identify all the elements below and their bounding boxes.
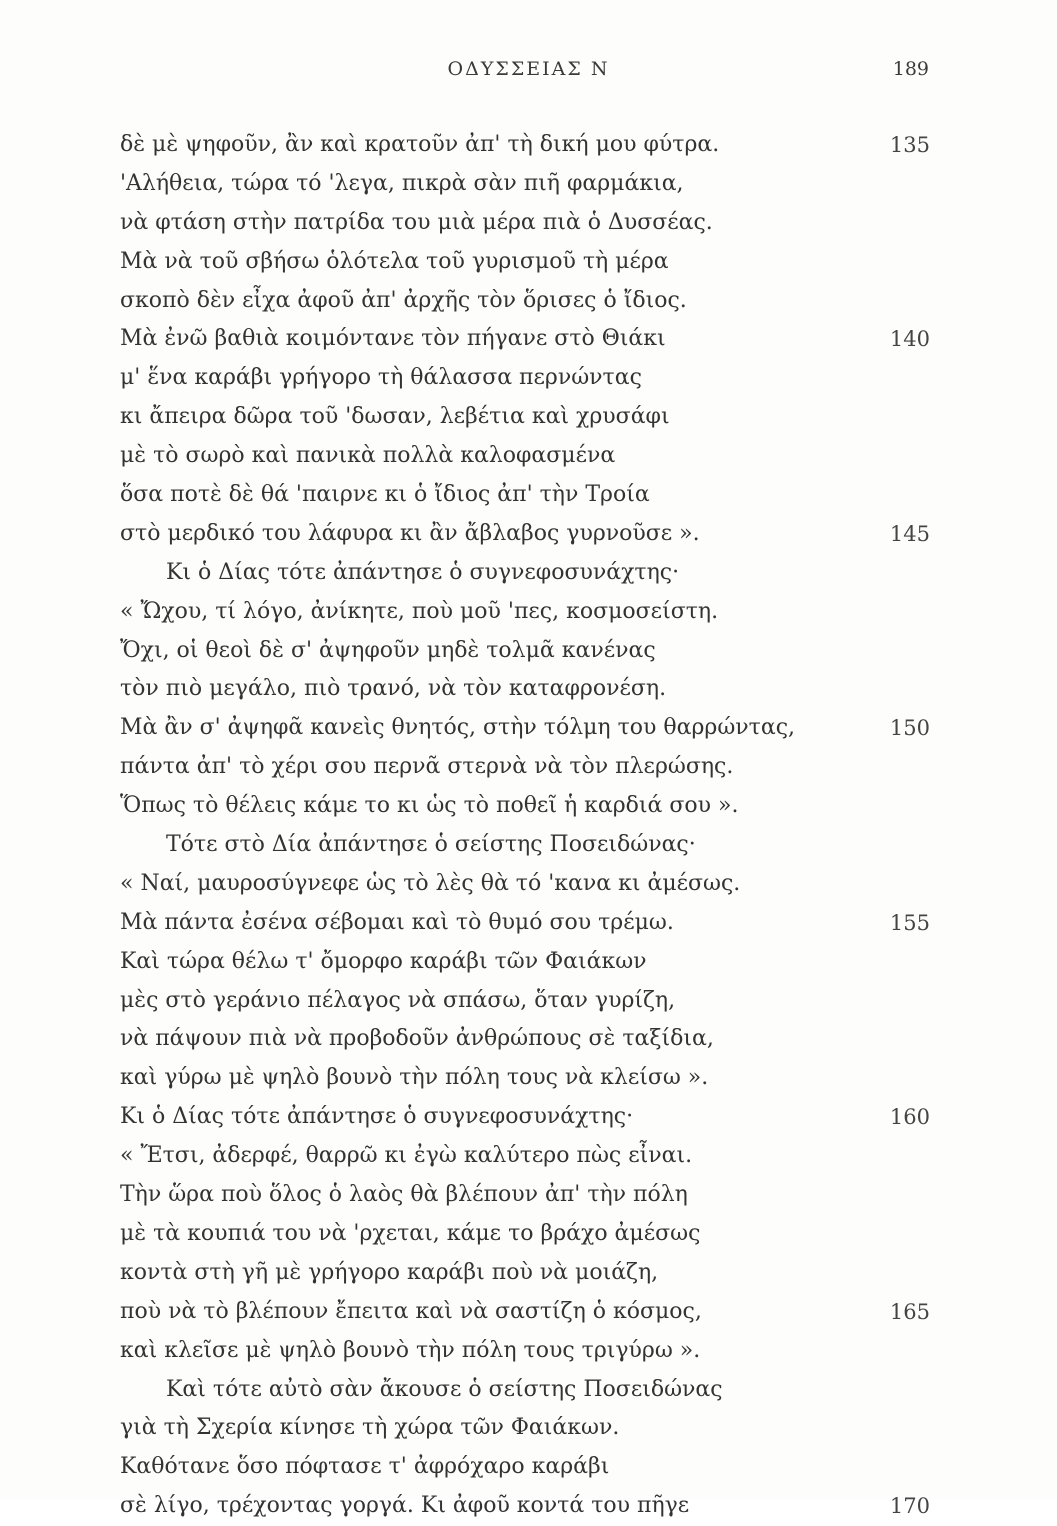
verse-line (120, 1215, 940, 1254)
verse-line (120, 1332, 940, 1371)
verse-text: καὶ γύρω μὲ ψηλὸ βουνὸ τὴν πόλη τους νὰ κλείσω ». (120, 1065, 709, 1091)
verse-line (120, 282, 940, 321)
line-number: 170 (889, 1494, 930, 1519)
verse-line (120, 982, 940, 1021)
verse-text: Κι ὁ Δίας τότε ἀπάντησε ὁ συγνεφοσυνάχτης· (120, 1104, 634, 1130)
verse-line (120, 1254, 940, 1293)
verse-line (120, 1487, 940, 1526)
verse-text: δὲ μὲ ψηφοῦν, ἂν καὶ κρατοῦν ἀπ' τὴ δική μου φύτρα. (120, 132, 720, 157)
verse-text: Καὶ τώρα θέλω τ' ὄμορφο καράβι τῶν Φαιάκων (120, 948, 647, 974)
line-number: 160 (889, 1105, 930, 1130)
verse-text: Μὰ πάντα ἐσένα σέβομαι καὶ τὸ θυμό σου τρέμω. (120, 909, 674, 935)
verse-text: Κι ὁ Δίας τότε ἀπάντησε ὁ συγνεφοσυνάχτης· (166, 559, 680, 585)
verse-text: νὰ φτάση στὴν πατρίδα του μιὰ μέρα πιὰ ὁ Δυσσέας. (120, 209, 713, 235)
verse-line (120, 320, 940, 359)
verse-text: μὲς στὸ γεράνιο πέλαγος νὰ σπάσω, ὅταν γυρίζη, (120, 987, 676, 1013)
verse-line (120, 787, 940, 826)
verse-line (120, 865, 940, 904)
verse-line (120, 1409, 940, 1448)
verse-text: ποὺ νὰ τὸ βλέπουν ἔπειτα καὶ νὰ σαστίζη ὁ κόσμος, (120, 1298, 702, 1324)
verse-line (120, 904, 940, 943)
verse-text: κοντὰ στὴ γῆ μὲ γρήγορο καράβι ποὺ νὰ μοιάζη, (120, 1259, 659, 1285)
verse-text: « Ναί, μαυροσύγνεφε ὡς τὸ λὲς θὰ τό 'κανα κι ἀμέσως. (120, 870, 741, 896)
verse-text: ὅσα ποτὲ δὲ θά 'παιρνε κι ὁ ἴδιος ἀπ' τὴν Τροία (120, 482, 650, 508)
line-number: 140 (889, 327, 930, 352)
verse-line (120, 709, 940, 748)
verse-text: Καὶ τότε αὐτὸ σὰν ἄκουσε ὁ σείστης Ποσειδώνας (166, 1376, 723, 1402)
verse-list (120, 126, 940, 1526)
verse-text: τὸν πιὸ μεγάλο, πιὸ τρανό, νὰ τὸν καταφρονέση. (120, 676, 667, 702)
verse-line (120, 1371, 940, 1410)
verse-text: « Ἔτσι, ἀδερφέ, θαρρῶ κι ἐγὼ καλύτερο πὼς εἶναι. (120, 1143, 693, 1169)
verse-line (120, 943, 940, 982)
verse-line (120, 632, 940, 671)
verse-text: καὶ κλεῖσε μὲ ψηλὸ βουνὸ τὴν πόλη τους τριγύρω ». (120, 1337, 701, 1363)
line-number: 150 (889, 716, 930, 741)
verse-text: νὰ πάψουν πιὰ νὰ προβοδοῦν ἀνθρώπους σὲ ταξίδια, (120, 1026, 714, 1052)
verse-text: « Ὤχου, τί λόγο, ἀνίκητε, ποὺ μοῦ 'πες, κοσμοσείστη. (120, 598, 719, 624)
verse-line (120, 126, 940, 165)
verse-line (120, 398, 940, 437)
verse-text: μ' ἕνα καράβι γρήγορο τὴ θάλασσα περνώντας (120, 365, 642, 391)
verse-text: μὲ τὸ σωρὸ καὶ πανικὰ πολλὰ καλοφασμένα (120, 443, 616, 469)
verse-line (120, 748, 940, 787)
line-number: 145 (889, 521, 930, 546)
verse-line (120, 1098, 940, 1137)
verse-line (120, 515, 940, 554)
verse-text: 'Αλήθεια, τώρα τό 'λεγα, πικρὰ σὰν πιῆ φαρμάκια, (120, 170, 684, 196)
verse-line (120, 1020, 940, 1059)
verse-line (120, 204, 940, 243)
running-head (0, 58, 1057, 88)
verse-line (120, 1059, 940, 1098)
verse-line (120, 1448, 940, 1487)
verse-line (120, 1137, 940, 1176)
verse-text: Μὰ ἂν σ' ἀψηφᾶ κανεὶς θνητός, στὴν τόλμη του θαρρώντας, (120, 715, 796, 741)
verse-text: σκοπὸ δὲν εἶχα ἀφοῦ ἀπ' ἀρχῆς τὸν ὅρισες ὁ ἴδιος. (120, 287, 687, 313)
verse-text: στὸ μερδικό του λάφυρα κι ἂν ἄβλαβος γυρνοῦσε ». (120, 520, 700, 546)
verse-text: Τὴν ὥρα ποὺ ὅλος ὁ λαὸς θὰ βλέπουν ἀπ' τὴν πόλη (120, 1182, 688, 1208)
verse-line (120, 670, 940, 709)
verse-text: κι ἄπειρα δῶρα τοῦ 'δωσαν, λεβέτια καὶ χρυσάφι (120, 404, 670, 430)
line-number: 165 (889, 1299, 930, 1324)
verse-line (120, 826, 940, 865)
verse-text: γιὰ τὴ Σχερία κίνησε τὴ χώρα τῶν Φαιάκων. (120, 1415, 620, 1441)
verse-line (120, 243, 940, 282)
line-number: 155 (889, 910, 930, 935)
page-number: 189 (892, 58, 929, 80)
verse-text: μὲ τὰ κουπιά του νὰ 'ρχεται, κάμε το βράχο ἀμέσως (120, 1220, 701, 1246)
verse-line (120, 359, 940, 398)
verse-text: Ὄχι, οἱ θεοὶ δὲ σ' ἀψηφοῦν μηδὲ τολμᾶ κανένας (120, 637, 656, 663)
verse-text: Τότε στὸ Δία ἀπάντησε ὁ σείστης Ποσειδώνας· (166, 832, 696, 858)
verse-line (120, 165, 940, 204)
verse-text: σὲ λίγο, τρέχοντας γοργά. Κι ἀφοῦ κοντά του πῆγε (120, 1493, 690, 1519)
verse-text: Ὅπως τὸ θέλεις κάμε το κι ὡς τὸ ποθεῖ ἡ καρδιά σου ». (120, 793, 739, 819)
running-title: ΟΔΥΣΣΕΙΑΣ Ν (447, 58, 610, 80)
verse-line (120, 554, 940, 593)
verse-text: πάντα ἀπ' τὸ χέρι σου περνᾶ στερνὰ νὰ τὸν πλερώσης. (120, 754, 734, 780)
verse-text: Μὰ ἐνῶ βαθιὰ κοιμόντανε τὸν πήγανε στὸ Θιάκι (120, 326, 666, 352)
verse-line (120, 1176, 940, 1215)
verse-line (120, 437, 940, 476)
line-number: 135 (889, 133, 930, 157)
verse-line (120, 476, 940, 515)
verse-line (120, 1293, 940, 1332)
verse-text: Καθότανε ὅσο πόφτασε τ' ἀφρόχαρο καράβι (120, 1454, 610, 1480)
verse-line (120, 593, 940, 632)
verse-text: Μὰ νὰ τοῦ σβήσω ὁλότελα τοῦ γυρισμοῦ τὴ μέρα (120, 248, 669, 274)
